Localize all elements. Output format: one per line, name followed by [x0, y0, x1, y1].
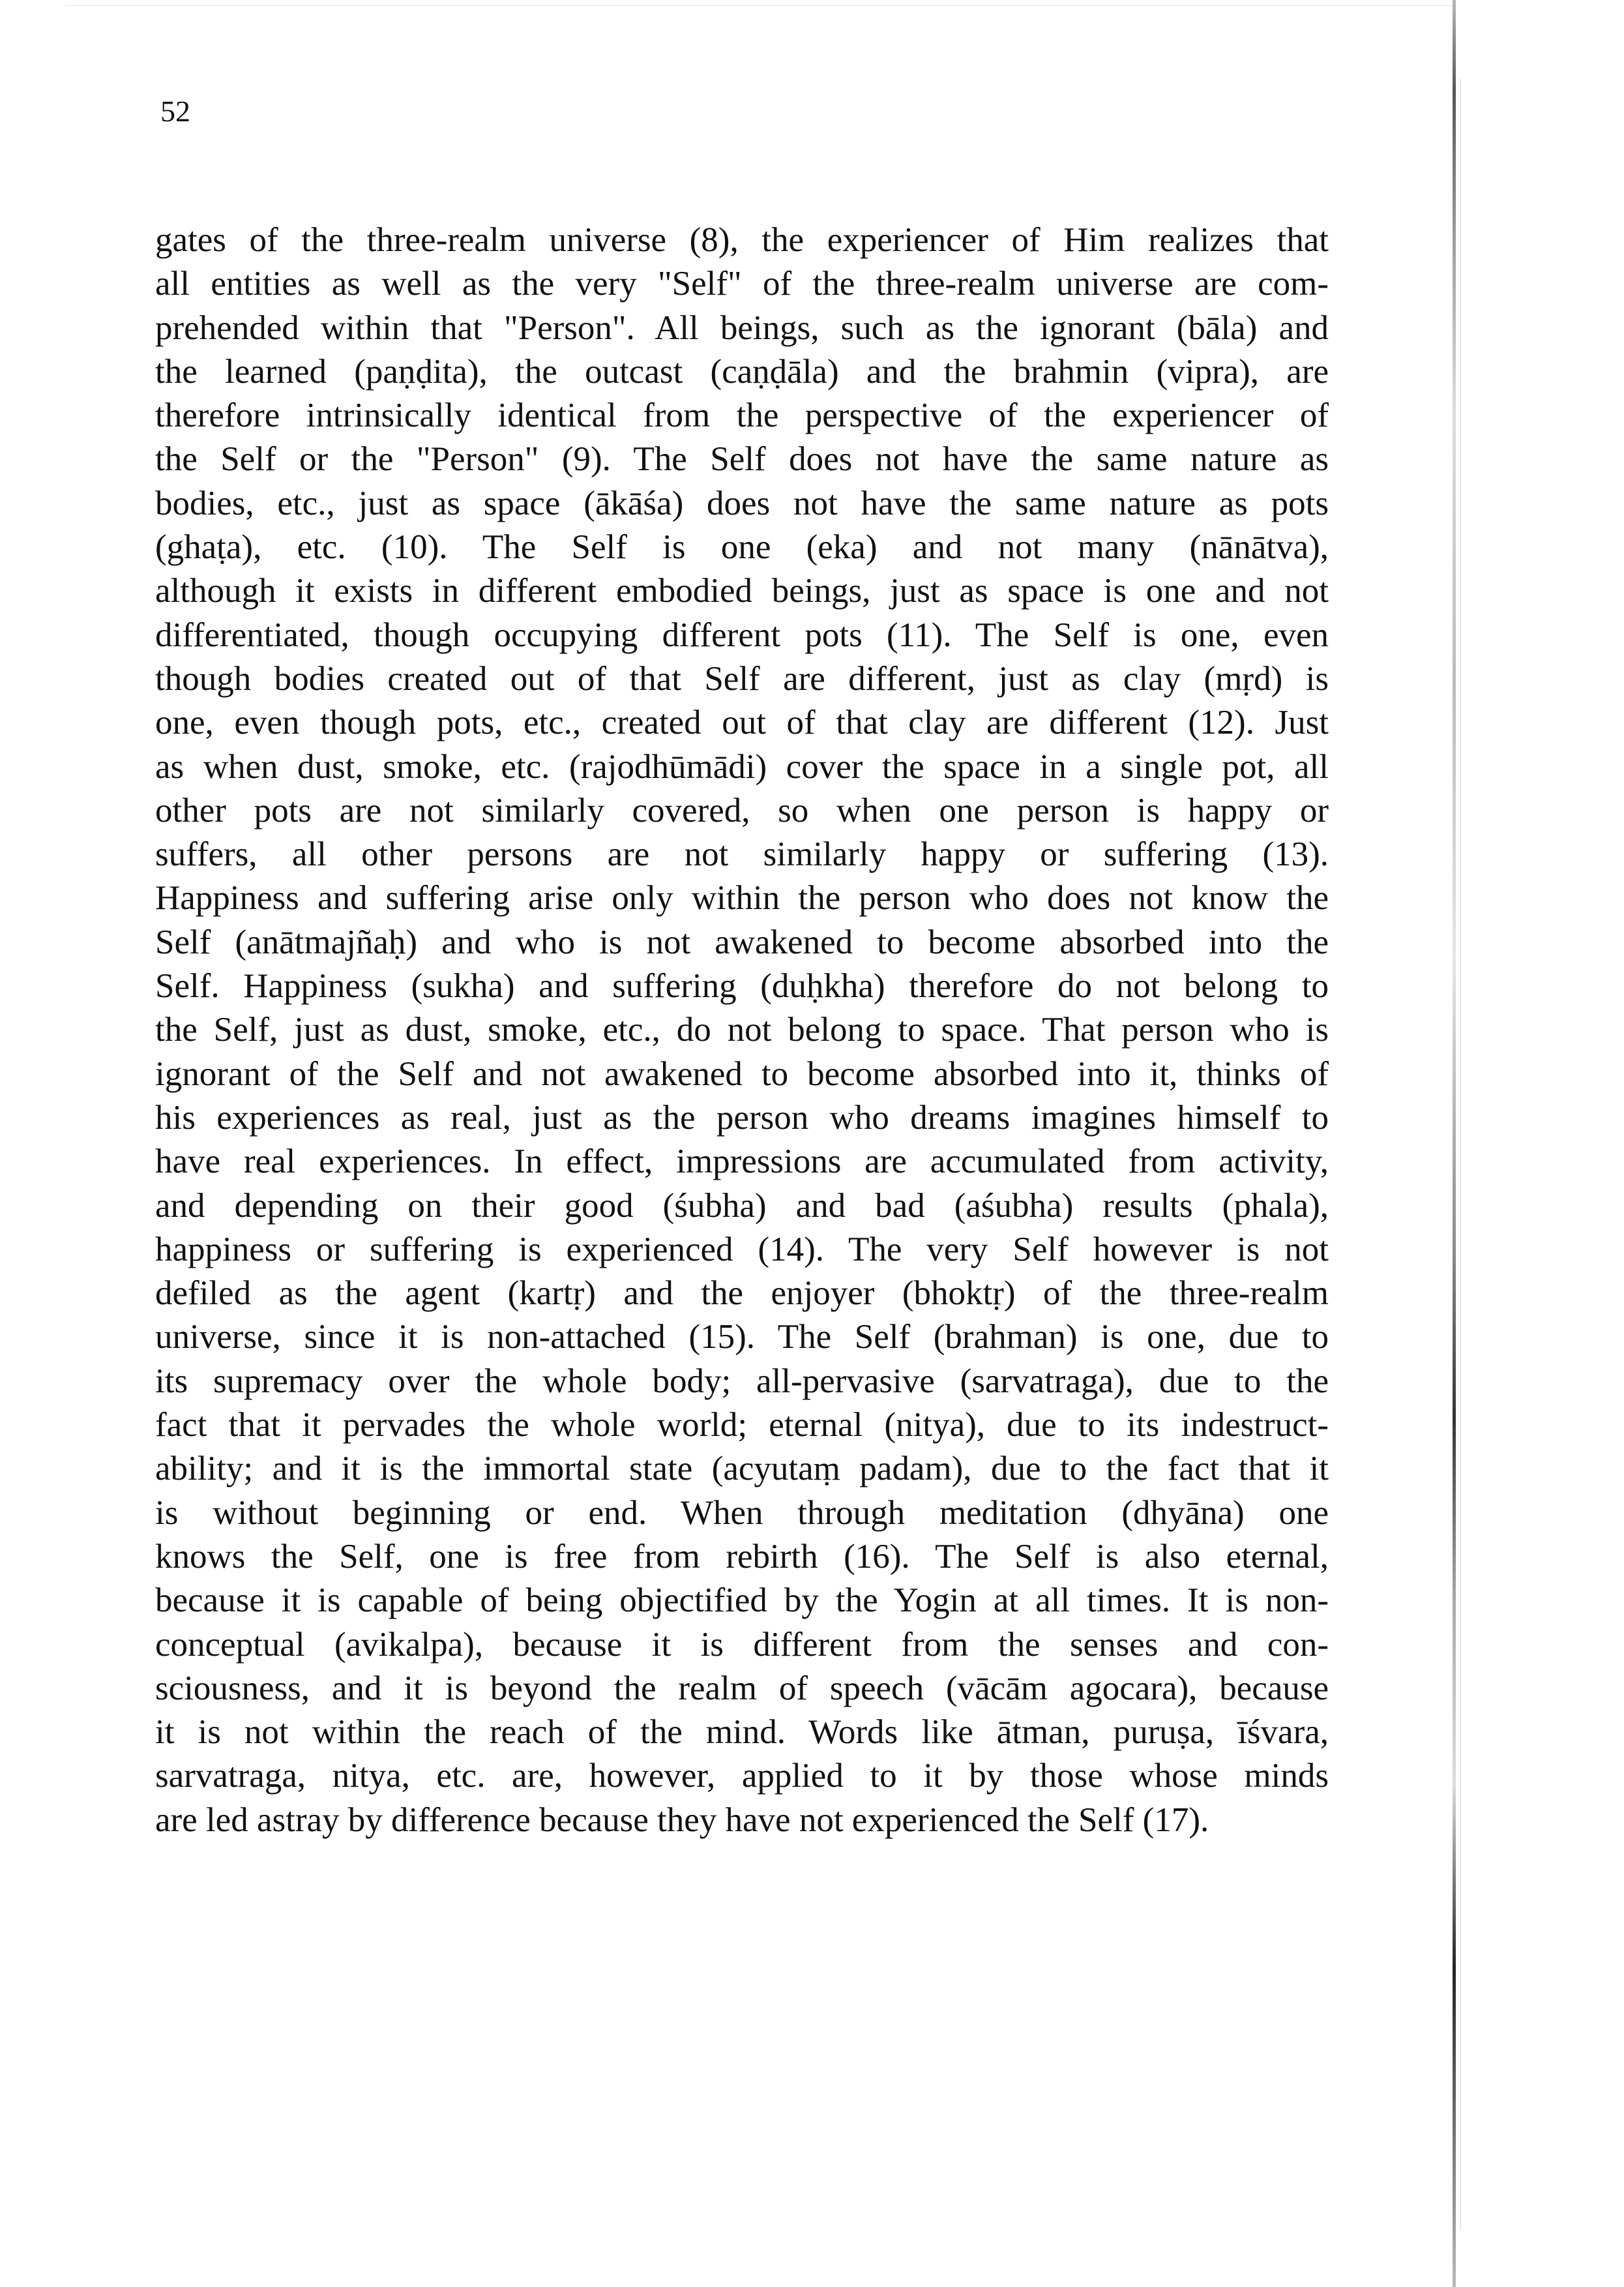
text-line: suffers, all other persons are not similarly happy or suffering (13).	[155, 835, 1329, 874]
text-line: his experiences as real, just as the person who dreams imagines himself to	[155, 1098, 1329, 1137]
page-number: 52	[160, 95, 190, 128]
text-line: and depending on their good (śubha) and bad (aśubha) results (phala),	[155, 1186, 1329, 1225]
text-line: bodies, etc., just as space (ākāśa) does not have the same nature as pots	[155, 484, 1329, 522]
text-line: knows the Self, one is free from rebirth (16). The Self is also eternal,	[155, 1537, 1329, 1576]
text-line: it is not within the reach of the mind. Words like ātman, puruṣa, īśvara,	[155, 1713, 1329, 1752]
text-line: happiness or suffering is experienced (14). The very Self however is not	[155, 1230, 1329, 1268]
text-line: (ghaṭa), etc. (10). The Self is one (eka) and not many (nānātva),	[155, 528, 1329, 567]
scan-edge-line	[1460, 78, 1461, 2230]
text-line: fact that it pervades the whole world; eternal (nitya), due to its indestruct-	[155, 1406, 1329, 1444]
text-line: differentiated, though occupying different pots (11). The Self is one, even	[155, 616, 1329, 654]
text-line: ability; and it is the immortal state (acyutaṃ padam), due to the fact that it	[155, 1450, 1329, 1488]
text-line: the Self, just as dust, smoke, etc., do not belong to space. That person who is	[155, 1011, 1329, 1049]
text-line: the learned (paṇḍita), the outcast (caṇḍāla) and the brahmin (vipra), are	[155, 352, 1329, 391]
text-line: conceptual (avikalpa), because it is different from the senses and con-	[155, 1625, 1329, 1664]
text-line: defiled as the agent (kartṛ) and the enjoyer (bhoktṛ) of the three-realm	[155, 1274, 1329, 1313]
text-line: all entities as well as the very "Self" of the three-realm universe are com-	[155, 265, 1329, 303]
text-line: its supremacy over the whole body; all-pervasive (sarvatraga), due to the	[155, 1362, 1329, 1400]
text-line: although it exists in different embodied beings, just as space is one and not	[155, 572, 1329, 610]
text-line: Happiness and suffering arise only within the person who does not know the	[155, 879, 1329, 918]
text-line: the Self or the "Person" (9). The Self does not have the same nature as	[155, 440, 1329, 479]
text-line: ignorant of the Self and not awakened to become absorbed into it, thinks of	[155, 1054, 1329, 1093]
scan-top-border	[65, 5, 1454, 6]
text-line: prehended within that "Person". All beings, such as the ignorant (bāla) and	[155, 308, 1329, 347]
text-line: is without beginning or end. When through meditation (dhyāna) one	[155, 1493, 1329, 1532]
scan-edge-shadow	[1453, 0, 1456, 2287]
text-line: though bodies created out of that Self are different, just as clay (mṛd) is	[155, 659, 1329, 698]
text-line: one, even though pots, etc., created out of that clay are different (12). Just	[155, 704, 1329, 742]
text-line: universe, since it is non-attached (15). The Self (brahman) is one, due to	[155, 1318, 1329, 1356]
text-line: sciousness, and it is beyond the realm of speech (vācām agocara), because	[155, 1669, 1329, 1707]
text-line: are led astray by difference because they have not experienced the Self (17).	[155, 1801, 1209, 1839]
text-line: have real experiences. In effect, impressions are accumulated from activity,	[155, 1143, 1329, 1181]
text-line: sarvatraga, nitya, etc. are, however, applied to it by those whose minds	[155, 1757, 1329, 1795]
text-line: as when dust, smoke, etc. (rajodhūmādi) cover the space in a single pot, all	[155, 747, 1329, 786]
text-line: therefore intrinsically identical from the perspective of the experiencer of	[155, 396, 1329, 435]
text-line: Self (anātmajñaḥ) and who is not awakened to become absorbed into the	[155, 923, 1329, 961]
text-line: other pots are not similarly covered, so when one person is happy or	[155, 791, 1329, 830]
text-line: because it is capable of being objectified by the Yogin at all times. It is non-	[155, 1581, 1329, 1620]
body-text	[155, 218, 1329, 1842]
text-line: Self. Happiness (sukha) and suffering (duḥkha) therefore do not belong to	[155, 967, 1329, 1006]
text-line: gates of the three-realm universe (8), the experiencer of Him realizes that	[155, 221, 1329, 259]
